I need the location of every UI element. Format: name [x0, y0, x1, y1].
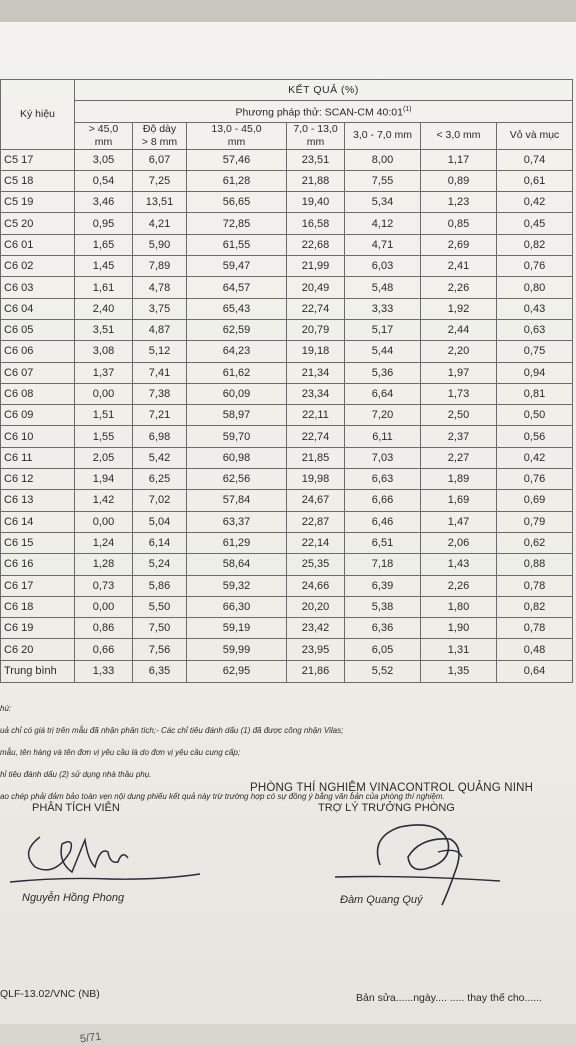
table-cell: 3,33 — [345, 298, 421, 319]
table-cell: 58,97 — [187, 405, 287, 426]
table-cell: 0,95 — [75, 213, 133, 234]
table-cell: 62,95 — [187, 660, 287, 682]
table-cell: 0,42 — [497, 192, 573, 213]
table-cell: 6,39 — [345, 575, 421, 596]
table-row — [1, 234, 573, 255]
table-cell: 2,40 — [75, 298, 133, 319]
table-cell: 3,75 — [133, 298, 187, 319]
table-cell: 59,19 — [187, 618, 287, 639]
table-cell: 21,34 — [287, 362, 345, 383]
column-header: 13,0 - 45,0 mm — [187, 122, 287, 149]
table-cell: 59,99 — [187, 639, 287, 660]
table-cell: 0,76 — [497, 256, 573, 277]
sample-code: C6 01 — [1, 234, 75, 255]
sample-code: C6 10 — [1, 426, 75, 447]
column-header: Vỏ và mục — [497, 122, 573, 149]
column-header: 3,0 - 7,0 mm — [345, 122, 421, 149]
table-cell: 3,46 — [75, 192, 133, 213]
table-cell: 22,87 — [287, 511, 345, 532]
table-cell: 6,14 — [133, 532, 187, 553]
table-cell: 60,98 — [187, 447, 287, 468]
table-cell: 5,42 — [133, 447, 187, 468]
result-header: KẾT QUẢ (%) — [75, 80, 573, 101]
method-header: Phương pháp thử: SCAN-CM 40:01$^{(1)}$ — [75, 101, 573, 122]
table-cell: 0,61 — [497, 170, 573, 191]
sample-code: C6 11 — [1, 447, 75, 468]
table-cell: 1,69 — [421, 490, 497, 511]
table-cell: 63,37 — [187, 511, 287, 532]
sample-code: C6 17 — [1, 575, 75, 596]
table-cell: 21,88 — [287, 170, 345, 191]
analyst-name: Nguyễn Hồng Phong — [22, 892, 125, 904]
table-cell: 6,05 — [345, 639, 421, 660]
table-cell: 57,46 — [187, 149, 287, 170]
column-header-row — [1, 122, 573, 149]
table-row — [1, 362, 573, 383]
lab-name: PHÒNG THÍ NGHIỆM VINACONTROL QUẢNG NINH — [250, 782, 534, 794]
table-cell: 2,50 — [421, 405, 497, 426]
table-cell: 5,17 — [345, 319, 421, 340]
table-cell: 7,56 — [133, 639, 187, 660]
note-line: ao chép phải đảm bảo toàn vẹn nội dung phiếu kết quả này trừ trường hợp có sự đồng ý bằng văn bản của phòng thí nghiệm. — [0, 792, 445, 801]
table-body — [1, 149, 573, 682]
table-cell: 1,51 — [75, 405, 133, 426]
table-row — [1, 639, 573, 660]
table-cell: 0,00 — [75, 511, 133, 532]
table-row — [1, 405, 573, 426]
table-cell: 64,57 — [187, 277, 287, 298]
column-header: < 3,0 mm — [421, 122, 497, 149]
table-cell: 22,74 — [287, 298, 345, 319]
table-cell: 6,66 — [345, 490, 421, 511]
table-cell: 0,89 — [421, 170, 497, 191]
table-cell: 61,55 — [187, 234, 287, 255]
sample-code: C6 18 — [1, 596, 75, 617]
table-cell: 21,86 — [287, 660, 345, 682]
sample-code: C6 20 — [1, 639, 75, 660]
sample-code: C5 20 — [1, 213, 75, 234]
table-cell: 20,49 — [287, 277, 345, 298]
table-cell: 0,75 — [497, 341, 573, 362]
table-cell: 6,03 — [345, 256, 421, 277]
table-cell: 61,62 — [187, 362, 287, 383]
table-cell: 1,55 — [75, 426, 133, 447]
table-cell: 7,21 — [133, 405, 187, 426]
table-cell: 0,81 — [497, 383, 573, 404]
note-line: hú: — [0, 704, 12, 713]
table-cell: 56,65 — [187, 192, 287, 213]
table-cell: 5,38 — [345, 596, 421, 617]
table-cell: 4,12 — [345, 213, 421, 234]
table-cell: 1,24 — [75, 532, 133, 553]
table-cell: 0,50 — [497, 405, 573, 426]
sample-code: C6 02 — [1, 256, 75, 277]
sample-code: C6 08 — [1, 383, 75, 404]
table-cell: 0,82 — [497, 596, 573, 617]
table-cell: 5,36 — [345, 362, 421, 383]
table-cell: 24,66 — [287, 575, 345, 596]
table-cell: 5,50 — [133, 596, 187, 617]
column-header: 7,0 - 13,0 mm — [287, 122, 345, 149]
table-cell: 4,71 — [345, 234, 421, 255]
table-cell: 0,56 — [497, 426, 573, 447]
note-line: mẫu, tên hàng và tên đơn vị yêu cầu là do đơn vị yêu cầu cung cấp; — [0, 748, 241, 757]
table-cell: 21,99 — [287, 256, 345, 277]
sample-code: C6 15 — [1, 532, 75, 553]
sample-code: C6 07 — [1, 362, 75, 383]
table-cell: 7,89 — [133, 256, 187, 277]
assistant-head-title: TRỢ LÝ TRƯỞNG PHÒNG — [318, 802, 455, 814]
assistant-head-name: Đàm Quang Quý — [340, 894, 423, 906]
table-row — [1, 490, 573, 511]
table-cell: 7,25 — [133, 170, 187, 191]
table-cell: 6,64 — [345, 383, 421, 404]
table-cell: 7,03 — [345, 447, 421, 468]
table-cell: 2,26 — [421, 575, 497, 596]
table-cell: 3,05 — [75, 149, 133, 170]
sample-code: C6 14 — [1, 511, 75, 532]
table-cell: 1,90 — [421, 618, 497, 639]
table-cell: 1,94 — [75, 469, 133, 490]
table-cell: 6,63 — [345, 469, 421, 490]
table-cell: 5,34 — [345, 192, 421, 213]
table-cell: 7,38 — [133, 383, 187, 404]
table-cell: 5,90 — [133, 234, 187, 255]
analyst-signature — [0, 822, 220, 892]
table-cell: 0,54 — [75, 170, 133, 191]
table-cell: 66,30 — [187, 596, 287, 617]
sample-code: C6 12 — [1, 469, 75, 490]
table-cell: 1,47 — [421, 511, 497, 532]
table-cell: 0,88 — [497, 554, 573, 575]
table-cell: 1,23 — [421, 192, 497, 213]
table-cell: 6,25 — [133, 469, 187, 490]
table-cell: 0,80 — [497, 277, 573, 298]
table-cell: 0,78 — [497, 618, 573, 639]
table-row — [1, 149, 573, 170]
table-cell: 0,00 — [75, 383, 133, 404]
sample-code: C6 13 — [1, 490, 75, 511]
table-cell: 1,97 — [421, 362, 497, 383]
table-cell: 6,46 — [345, 511, 421, 532]
table-cell: 16,58 — [287, 213, 345, 234]
sample-code: C5 19 — [1, 192, 75, 213]
table-cell: 1,17 — [421, 149, 497, 170]
table-cell: 7,41 — [133, 362, 187, 383]
note-line: uả chỉ có giá trị trên mẫu đã nhận phân tích;- Các chỉ tiêu đánh dấu (1) đã được công nhận Vilas; — [0, 726, 344, 735]
table-cell: 1,89 — [421, 469, 497, 490]
table-cell: 0,43 — [497, 298, 573, 319]
table-cell: 0,73 — [75, 575, 133, 596]
table-cell: 1,35 — [421, 660, 497, 682]
table-cell: 2,26 — [421, 277, 497, 298]
table-cell: 22,14 — [287, 532, 345, 553]
table-cell: 1,65 — [75, 234, 133, 255]
table-cell: 6,51 — [345, 532, 421, 553]
table-cell: 6,07 — [133, 149, 187, 170]
table-cell: 0,64 — [497, 660, 573, 682]
table-cell: 7,20 — [345, 405, 421, 426]
table-row — [1, 469, 573, 490]
table-row — [1, 277, 573, 298]
table-cell: 0,00 — [75, 596, 133, 617]
sample-code: C6 03 — [1, 277, 75, 298]
table-cell: 6,35 — [133, 660, 187, 682]
table-cell: 8,00 — [345, 149, 421, 170]
table-cell: 0,48 — [497, 639, 573, 660]
table-cell: 13,51 — [133, 192, 187, 213]
table-cell: 0,86 — [75, 618, 133, 639]
table-row — [1, 554, 573, 575]
table-row — [1, 532, 573, 553]
table-cell: 0,63 — [497, 319, 573, 340]
table-cell: 4,78 — [133, 277, 187, 298]
table-cell: 1,73 — [421, 383, 497, 404]
table-cell: 2,27 — [421, 447, 497, 468]
table-cell: 7,18 — [345, 554, 421, 575]
sample-code: C6 16 — [1, 554, 75, 575]
table-cell: 3,08 — [75, 341, 133, 362]
table-cell: 62,59 — [187, 319, 287, 340]
table-row — [1, 596, 573, 617]
table-cell: 72,85 — [187, 213, 287, 234]
table-cell: 5,44 — [345, 341, 421, 362]
table-cell: 5,04 — [133, 511, 187, 532]
table-cell: 1,45 — [75, 256, 133, 277]
table-cell: 0,85 — [421, 213, 497, 234]
table-cell: 62,56 — [187, 469, 287, 490]
table-cell: 7,50 — [133, 618, 187, 639]
form-code: QLF-13.02/VNC (NB) — [0, 988, 100, 1000]
table-cell: 19,40 — [287, 192, 345, 213]
table-cell: 5,24 — [133, 554, 187, 575]
table-cell: 3,51 — [75, 319, 133, 340]
table-cell: 21,85 — [287, 447, 345, 468]
table-cell: 0,76 — [497, 469, 573, 490]
table-cell: 1,33 — [75, 660, 133, 682]
table-cell: 7,55 — [345, 170, 421, 191]
table-cell: 4,87 — [133, 319, 187, 340]
table-cell: 1,80 — [421, 596, 497, 617]
table-cell: 2,06 — [421, 532, 497, 553]
column-header: > 45,0 mm — [75, 122, 133, 149]
note-line: hỉ tiêu đánh dấu (2) sử dụng nhà thầu phụ. — [0, 770, 152, 779]
table-cell: 1,61 — [75, 277, 133, 298]
table-cell: 0,66 — [75, 639, 133, 660]
bottom-stamp-text: 5/71 — [79, 1030, 103, 1045]
table-cell: 5,48 — [345, 277, 421, 298]
table-cell: 61,28 — [187, 170, 287, 191]
sample-code: C5 17 — [1, 149, 75, 170]
sample-code: C6 09 — [1, 405, 75, 426]
table-cell: 59,70 — [187, 426, 287, 447]
background-surface — [0, 0, 576, 22]
table-cell: 1,42 — [75, 490, 133, 511]
sample-code: C6 06 — [1, 341, 75, 362]
table-cell: 0,45 — [497, 213, 573, 234]
table-row — [1, 170, 573, 191]
table-cell: 0,42 — [497, 447, 573, 468]
table-cell: 0,94 — [497, 362, 573, 383]
table-cell: 59,32 — [187, 575, 287, 596]
table-cell: 5,12 — [133, 341, 187, 362]
table-cell: 1,92 — [421, 298, 497, 319]
table-cell: 1,28 — [75, 554, 133, 575]
table-cell: 23,34 — [287, 383, 345, 404]
table-cell: 6,11 — [345, 426, 421, 447]
table-cell: 65,43 — [187, 298, 287, 319]
sample-code: C6 05 — [1, 319, 75, 340]
table-cell: 23,51 — [287, 149, 345, 170]
average-row — [1, 660, 573, 682]
table-cell: 2,41 — [421, 256, 497, 277]
table-cell: 61,29 — [187, 532, 287, 553]
table-row — [1, 319, 573, 340]
table-cell: 5,52 — [345, 660, 421, 682]
table-cell: 1,31 — [421, 639, 497, 660]
table-cell: 1,37 — [75, 362, 133, 383]
sample-code: C6 04 — [1, 298, 75, 319]
table-cell: 2,37 — [421, 426, 497, 447]
table-cell: 0,69 — [497, 490, 573, 511]
table-cell: 0,78 — [497, 575, 573, 596]
table-row — [1, 618, 573, 639]
table-row — [1, 298, 573, 319]
table-row — [1, 341, 573, 362]
table-row — [1, 192, 573, 213]
table-cell: 0,79 — [497, 511, 573, 532]
table-cell: 4,21 — [133, 213, 187, 234]
table-cell: 25,35 — [287, 554, 345, 575]
table-cell: 59,47 — [187, 256, 287, 277]
table-row — [1, 575, 573, 596]
table-row — [1, 213, 573, 234]
analyst-title: PHÂN TÍCH VIÊN — [32, 802, 120, 814]
table-cell: 5,86 — [133, 575, 187, 596]
table-cell: 2,20 — [421, 341, 497, 362]
table-row — [1, 383, 573, 404]
table-row — [1, 256, 573, 277]
table-cell: 20,20 — [287, 596, 345, 617]
sample-code: C5 18 — [1, 170, 75, 191]
table-cell: 58,64 — [187, 554, 287, 575]
table-row — [1, 447, 573, 468]
table-cell: 6,98 — [133, 426, 187, 447]
table-cell: 7,02 — [133, 490, 187, 511]
code-column-header: Ký hiệu — [1, 80, 75, 150]
sample-code: Trung bình — [1, 660, 75, 682]
table-cell: 0,62 — [497, 532, 573, 553]
table-cell: 60,09 — [187, 383, 287, 404]
results-table — [0, 79, 573, 683]
table-cell: 22,68 — [287, 234, 345, 255]
table-cell: 20,79 — [287, 319, 345, 340]
table-row — [1, 426, 573, 447]
table-cell: 2,69 — [421, 234, 497, 255]
table-cell: 1,43 — [421, 554, 497, 575]
table-cell: 6,36 — [345, 618, 421, 639]
table-row — [1, 511, 573, 532]
table-cell: 19,18 — [287, 341, 345, 362]
revision-line: Bản sửa......ngày.... ..... thay thế cho...... — [356, 992, 543, 1004]
sample-code: C6 19 — [1, 618, 75, 639]
document-page — [0, 22, 576, 1045]
table-cell: 2,44 — [421, 319, 497, 340]
table-cell: 2,05 — [75, 447, 133, 468]
table-cell: 22,74 — [287, 426, 345, 447]
table-cell: 23,95 — [287, 639, 345, 660]
table-cell: 57,84 — [187, 490, 287, 511]
table-cell: 23,42 — [287, 618, 345, 639]
table-cell: 0,74 — [497, 149, 573, 170]
table-cell: 19,98 — [287, 469, 345, 490]
table-cell: 24,67 — [287, 490, 345, 511]
table-cell: 22,11 — [287, 405, 345, 426]
table-cell: 64,23 — [187, 341, 287, 362]
column-header: Độ dày > 8 mm — [133, 122, 187, 149]
table-cell: 0,82 — [497, 234, 573, 255]
